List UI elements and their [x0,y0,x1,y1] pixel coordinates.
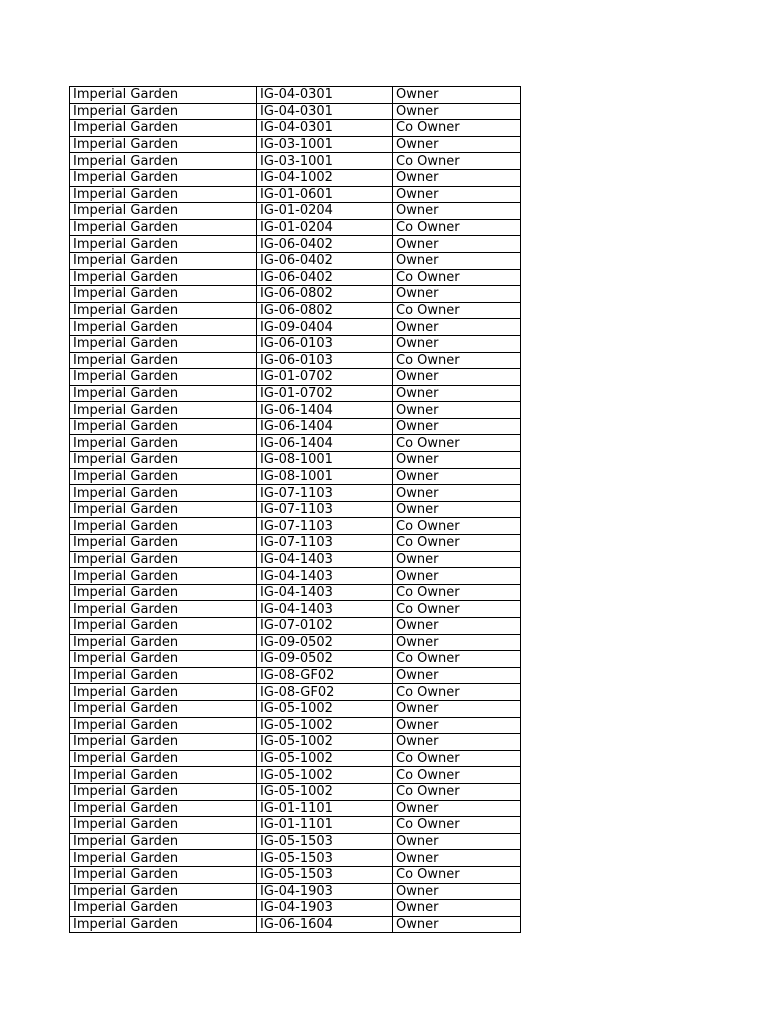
role-cell: Co Owner [393,817,521,834]
table-row [70,136,521,153]
project-name-cell: Imperial Garden [70,136,257,153]
unit-code-cell: IG-06-1404 [257,402,393,419]
table-row [70,568,521,585]
project-name-cell: Imperial Garden [70,203,257,220]
table-row [70,302,521,319]
table-row [70,584,521,601]
role-cell: Owner [393,418,521,435]
table-row [70,418,521,435]
role-cell: Owner [393,883,521,900]
unit-code-cell: IG-06-0103 [257,352,393,369]
role-cell: Co Owner [393,302,521,319]
unit-code-cell: IG-06-1404 [257,418,393,435]
role-cell: Co Owner [393,783,521,800]
project-name-cell: Imperial Garden [70,916,257,933]
project-name-cell: Imperial Garden [70,651,257,668]
unit-code-cell: IG-01-0702 [257,385,393,402]
project-name-cell: Imperial Garden [70,850,257,867]
table-row [70,385,521,402]
role-cell: Owner [393,236,521,253]
role-cell: Owner [393,468,521,485]
table-row [70,518,521,535]
role-cell: Owner [393,700,521,717]
unit-code-cell: IG-07-1103 [257,485,393,502]
table-row [70,468,521,485]
unit-code-cell: IG-08-GF02 [257,667,393,684]
project-name-cell: Imperial Garden [70,319,257,336]
role-cell: Owner [393,800,521,817]
table-row [70,369,521,386]
project-name-cell: Imperial Garden [70,153,257,170]
project-name-cell: Imperial Garden [70,485,257,502]
project-name-cell: Imperial Garden [70,385,257,402]
role-cell: Co Owner [393,866,521,883]
table-row [70,485,521,502]
unit-code-cell: IG-07-1103 [257,518,393,535]
unit-code-cell: IG-06-0103 [257,335,393,352]
table-row [70,601,521,618]
unit-code-cell: IG-01-1101 [257,817,393,834]
unit-code-cell: IG-06-0402 [257,236,393,253]
table-row [70,551,521,568]
ownership-table [69,86,521,933]
unit-code-cell: IG-05-1503 [257,850,393,867]
project-name-cell: Imperial Garden [70,618,257,635]
unit-code-cell: IG-05-1002 [257,717,393,734]
unit-code-cell: IG-06-0802 [257,302,393,319]
project-name-cell: Imperial Garden [70,684,257,701]
role-cell: Owner [393,186,521,203]
table-row [70,717,521,734]
role-cell: Co Owner [393,750,521,767]
unit-code-cell: IG-04-1403 [257,551,393,568]
unit-code-cell: IG-06-0402 [257,269,393,286]
table-row [70,850,521,867]
unit-code-cell: IG-08-1001 [257,468,393,485]
unit-code-cell: IG-06-0802 [257,286,393,303]
project-name-cell: Imperial Garden [70,883,257,900]
table-row [70,767,521,784]
table-row [70,734,521,751]
role-cell: Co Owner [393,651,521,668]
role-cell: Owner [393,136,521,153]
table-row [70,452,521,469]
table-row [70,402,521,419]
table-row [70,435,521,452]
project-name-cell: Imperial Garden [70,335,257,352]
role-cell: Owner [393,551,521,568]
role-cell: Owner [393,169,521,186]
role-cell: Owner [393,252,521,269]
project-name-cell: Imperial Garden [70,369,257,386]
unit-code-cell: IG-03-1001 [257,153,393,170]
project-name-cell: Imperial Garden [70,252,257,269]
project-name-cell: Imperial Garden [70,402,257,419]
table-row [70,800,521,817]
role-cell: Owner [393,385,521,402]
role-cell: Owner [393,335,521,352]
unit-code-cell: IG-01-1101 [257,800,393,817]
unit-code-cell: IG-05-1002 [257,783,393,800]
project-name-cell: Imperial Garden [70,352,257,369]
role-cell: Co Owner [393,535,521,552]
role-cell: Owner [393,916,521,933]
table-row [70,833,521,850]
role-cell: Owner [393,850,521,867]
role-cell: Co Owner [393,269,521,286]
table-row [70,103,521,120]
role-cell: Owner [393,900,521,917]
unit-code-cell: IG-05-1002 [257,767,393,784]
project-name-cell: Imperial Garden [70,103,257,120]
project-name-cell: Imperial Garden [70,634,257,651]
unit-code-cell: IG-01-0702 [257,369,393,386]
project-name-cell: Imperial Garden [70,418,257,435]
table-row [70,252,521,269]
table-row [70,916,521,933]
unit-code-cell: IG-06-1604 [257,916,393,933]
role-cell: Owner [393,717,521,734]
project-name-cell: Imperial Garden [70,87,257,104]
table-row [70,535,521,552]
table-row [70,651,521,668]
project-name-cell: Imperial Garden [70,186,257,203]
project-name-cell: Imperial Garden [70,169,257,186]
project-name-cell: Imperial Garden [70,435,257,452]
table-row [70,186,521,203]
table-row [70,700,521,717]
project-name-cell: Imperial Garden [70,700,257,717]
role-cell: Owner [393,452,521,469]
role-cell: Co Owner [393,684,521,701]
project-name-cell: Imperial Garden [70,900,257,917]
unit-code-cell: IG-05-1002 [257,700,393,717]
project-name-cell: Imperial Garden [70,452,257,469]
unit-code-cell: IG-09-0404 [257,319,393,336]
project-name-cell: Imperial Garden [70,120,257,137]
role-cell: Co Owner [393,352,521,369]
unit-code-cell: IG-04-0301 [257,120,393,137]
table-row [70,634,521,651]
role-cell: Owner [393,734,521,751]
unit-code-cell: IG-08-GF02 [257,684,393,701]
unit-code-cell: IG-05-1002 [257,750,393,767]
project-name-cell: Imperial Garden [70,866,257,883]
project-name-cell: Imperial Garden [70,551,257,568]
role-cell: Owner [393,203,521,220]
project-name-cell: Imperial Garden [70,783,257,800]
unit-code-cell: IG-01-0204 [257,203,393,220]
unit-code-cell: IG-04-1002 [257,169,393,186]
unit-code-cell: IG-05-1002 [257,734,393,751]
unit-code-cell: IG-04-1403 [257,601,393,618]
role-cell: Co Owner [393,601,521,618]
role-cell: Owner [393,485,521,502]
project-name-cell: Imperial Garden [70,468,257,485]
role-cell: Co Owner [393,153,521,170]
unit-code-cell: IG-09-0502 [257,634,393,651]
unit-code-cell: IG-01-0601 [257,186,393,203]
unit-code-cell: IG-04-1903 [257,900,393,917]
table-row [70,87,521,104]
project-name-cell: Imperial Garden [70,219,257,236]
table-row [70,286,521,303]
role-cell: Co Owner [393,435,521,452]
table-row [70,352,521,369]
table-row [70,169,521,186]
project-name-cell: Imperial Garden [70,236,257,253]
project-name-cell: Imperial Garden [70,767,257,784]
role-cell: Owner [393,618,521,635]
project-name-cell: Imperial Garden [70,734,257,751]
unit-code-cell: IG-08-1001 [257,452,393,469]
role-cell: Owner [393,833,521,850]
project-name-cell: Imperial Garden [70,667,257,684]
unit-code-cell: IG-05-1503 [257,833,393,850]
project-name-cell: Imperial Garden [70,518,257,535]
table-row [70,883,521,900]
table-row [70,203,521,220]
project-name-cell: Imperial Garden [70,501,257,518]
table-row [70,335,521,352]
role-cell: Co Owner [393,767,521,784]
unit-code-cell: IG-09-0502 [257,651,393,668]
role-cell: Owner [393,667,521,684]
project-name-cell: Imperial Garden [70,717,257,734]
ownership-table-body [70,87,521,933]
role-cell: Owner [393,87,521,104]
project-name-cell: Imperial Garden [70,269,257,286]
unit-code-cell: IG-04-0301 [257,103,393,120]
project-name-cell: Imperial Garden [70,800,257,817]
table-row [70,866,521,883]
unit-code-cell: IG-07-1103 [257,535,393,552]
project-name-cell: Imperial Garden [70,584,257,601]
table-row [70,236,521,253]
role-cell: Owner [393,501,521,518]
role-cell: Owner [393,369,521,386]
role-cell: Owner [393,402,521,419]
unit-code-cell: IG-06-1404 [257,435,393,452]
project-name-cell: Imperial Garden [70,302,257,319]
role-cell: Owner [393,286,521,303]
table-row [70,153,521,170]
project-name-cell: Imperial Garden [70,568,257,585]
role-cell: Owner [393,103,521,120]
project-name-cell: Imperial Garden [70,535,257,552]
project-name-cell: Imperial Garden [70,750,257,767]
table-row [70,319,521,336]
unit-code-cell: IG-03-1001 [257,136,393,153]
unit-code-cell: IG-04-1403 [257,584,393,601]
project-name-cell: Imperial Garden [70,833,257,850]
table-row [70,269,521,286]
table-row [70,219,521,236]
unit-code-cell: IG-04-1903 [257,883,393,900]
table-row [70,783,521,800]
role-cell: Co Owner [393,219,521,236]
table-row [70,667,521,684]
unit-code-cell: IG-05-1503 [257,866,393,883]
role-cell: Co Owner [393,584,521,601]
table-row [70,501,521,518]
table-row [70,750,521,767]
project-name-cell: Imperial Garden [70,817,257,834]
table-row [70,684,521,701]
table-row [70,900,521,917]
role-cell: Co Owner [393,518,521,535]
role-cell: Co Owner [393,120,521,137]
table-row [70,817,521,834]
unit-code-cell: IG-04-0301 [257,87,393,104]
table-row [70,120,521,137]
project-name-cell: Imperial Garden [70,601,257,618]
table-row [70,618,521,635]
unit-code-cell: IG-01-0204 [257,219,393,236]
unit-code-cell: IG-07-1103 [257,501,393,518]
role-cell: Owner [393,319,521,336]
project-name-cell: Imperial Garden [70,286,257,303]
unit-code-cell: IG-06-0402 [257,252,393,269]
role-cell: Owner [393,568,521,585]
unit-code-cell: IG-07-0102 [257,618,393,635]
role-cell: Owner [393,634,521,651]
unit-code-cell: IG-04-1403 [257,568,393,585]
